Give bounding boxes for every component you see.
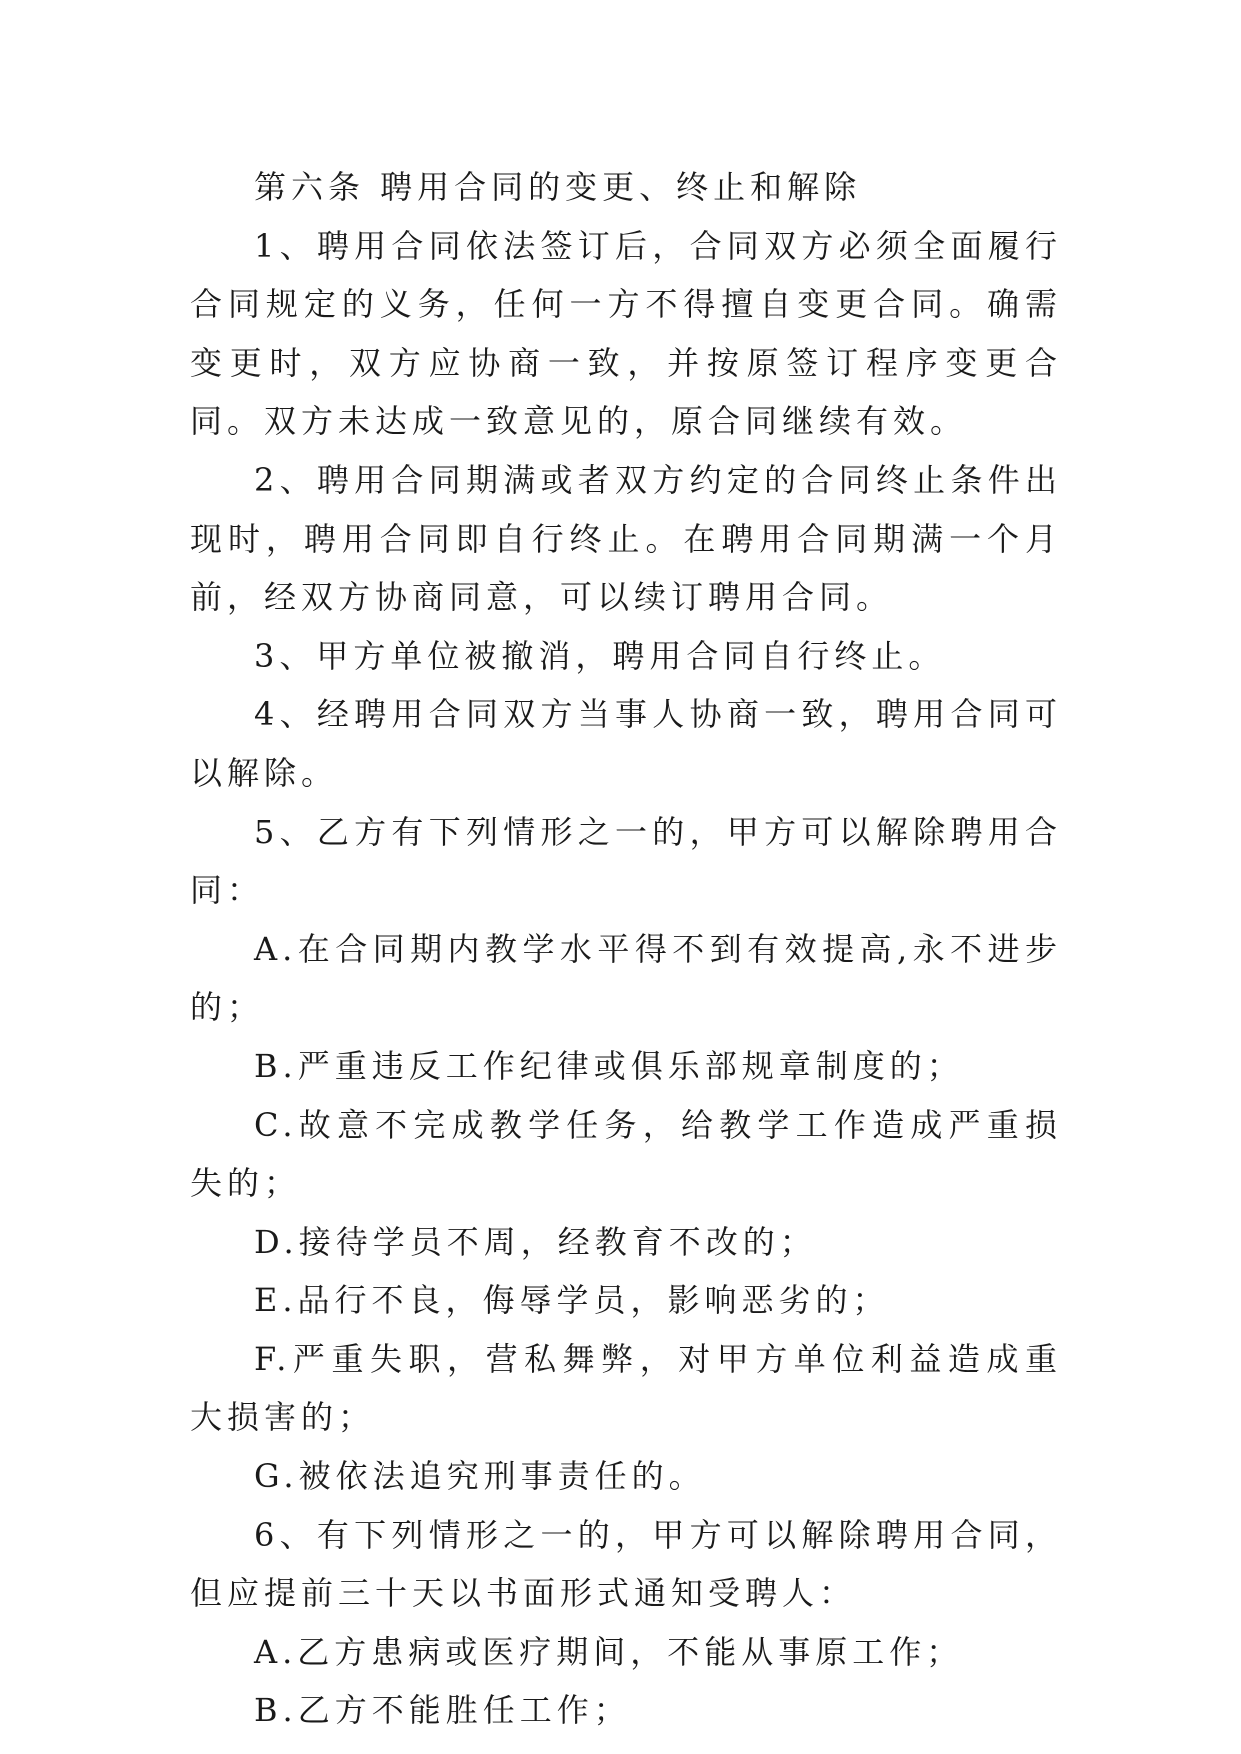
clause-6-item-b: B.乙方不能胜任工作； <box>254 1691 631 1730</box>
clause-6-item-a: A.乙方患病或医疗期间，不能从事原工作； <box>254 1632 964 1671</box>
clause-5-item-c: C.故意不完成教学任务，给教学工作造成严重损失的； <box>190 1105 1062 1203</box>
article-heading: 第六条 聘用合同的变更、终止和解除 <box>254 168 862 206</box>
clause-6: 6、有下列情形之一的，甲方可以解除聘用合同，但应提前三十天以书面形式通知受聘人： <box>190 1515 1062 1613</box>
clause-2: 2、聘用合同期满或者双方约定的合同终止条件出现时，聘用合同即自行终止。在聘用合同期满一个月前，经双方协商同意，可以续订聘用合同。 <box>190 460 1062 617</box>
clause-5-item-b: B.严重违反工作纪律或俱乐部规章制度的； <box>254 1046 964 1085</box>
clause-5: 5、乙方有下列情形之一的，甲方可以解除聘用合同： <box>190 812 1062 910</box>
document-body <box>190 158 1062 1740</box>
clause-5-item-e: E.品行不良，侮辱学员，影响恶劣的； <box>254 1281 890 1320</box>
clause-5-item-d: D.接待学员不周，经教育不改的； <box>254 1222 817 1261</box>
clause-1: 1、聘用合同依法签订后，合同双方必须全面履行合同规定的义务，任何一方不得擅自变更合同。确需变更时，双方应协商一致，并按原签订程序变更合同。双方未达成一致意见的，原合同继续有效。 <box>190 226 1062 441</box>
clause-4: 4、经聘用合同双方当事人协商一致，聘用合同可以解除。 <box>190 695 1062 792</box>
clause-3: 3、甲方单位被撤消，聘用合同自行终止。 <box>254 636 946 675</box>
clause-5-item-f: F.严重失职，营私舞弊，对甲方单位利益造成重大损害的； <box>190 1339 1062 1437</box>
clause-5-item-g: G.被依法追究刑事责任的。 <box>254 1457 706 1496</box>
clause-5-item-a: A.在合同期内教学水平得不到有效提高,永不进步的； <box>190 929 1062 1027</box>
